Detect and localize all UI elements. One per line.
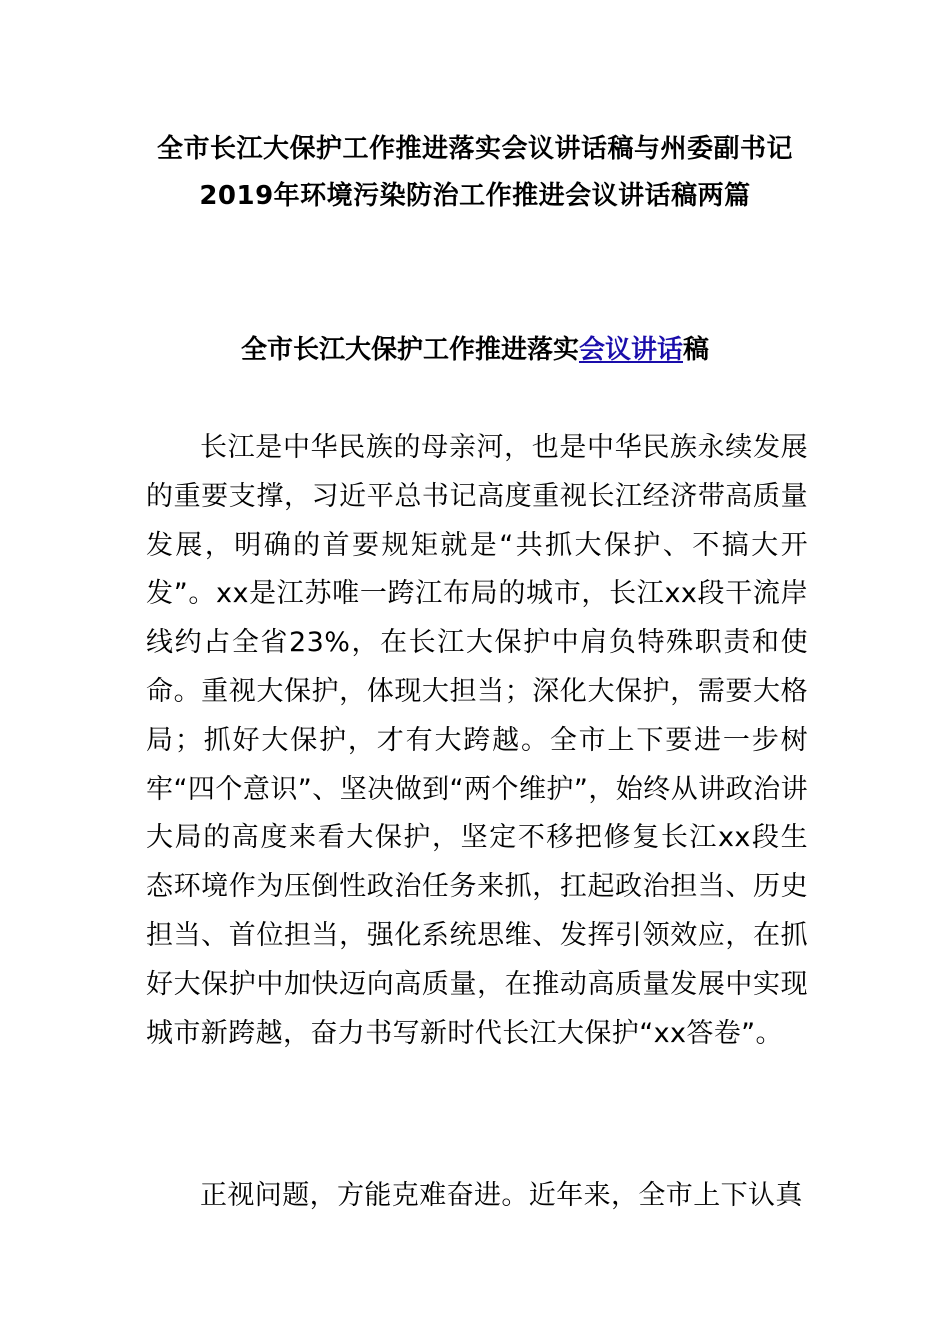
body-paragraph-1: 长江是中华民族的母亲河，也是中华民族永续发展的重要支撑，习近平总书记高度重视长江经济带高质量发展，明确的首要规矩就是“共抓大保护、不搞大开发”。xx是江苏唯一跨江布局的城市，长江xx段干流岸线约占全省23%，在长江大保护中肩负特殊职责和使命。重视大保护，体现大担当；深化大保护，需要大格局；抓好大保护，才有大跨越。全市上下要进一步树牢“四个意识”、坚决做到“两个维护”，始终从讲政治讲大局的高度来看大保护，坚定不移把修复长江xx段生态环境作为压倒性政治任务来抓，扛起政治担当、历史担当、首位担当，强化系统思维、发挥引领效应，在抓好大保护中加快迈向高质量，在推动高质量发展中实现城市新跨越，奋力书写新时代长江大保护“xx答卷”。 bbox=[146, 432, 808, 1049]
body-paragraph-2: 正视问题，方能克难奋进。近年来，全市上下认真 bbox=[200, 1180, 803, 1211]
section-heading-suffix: 稿 bbox=[683, 335, 710, 365]
section-heading-text: 全市长江大保护工作推进落实 bbox=[240, 335, 579, 365]
meeting-speech-link[interactable]: 会议讲话 bbox=[578, 335, 683, 365]
document-title: 全市长江大保护工作推进落实会议讲话稿与州委副书记2019年环境污染防治工作推进会议讲话稿两篇 bbox=[156, 134, 793, 211]
section-heading bbox=[120, 330, 830, 370]
